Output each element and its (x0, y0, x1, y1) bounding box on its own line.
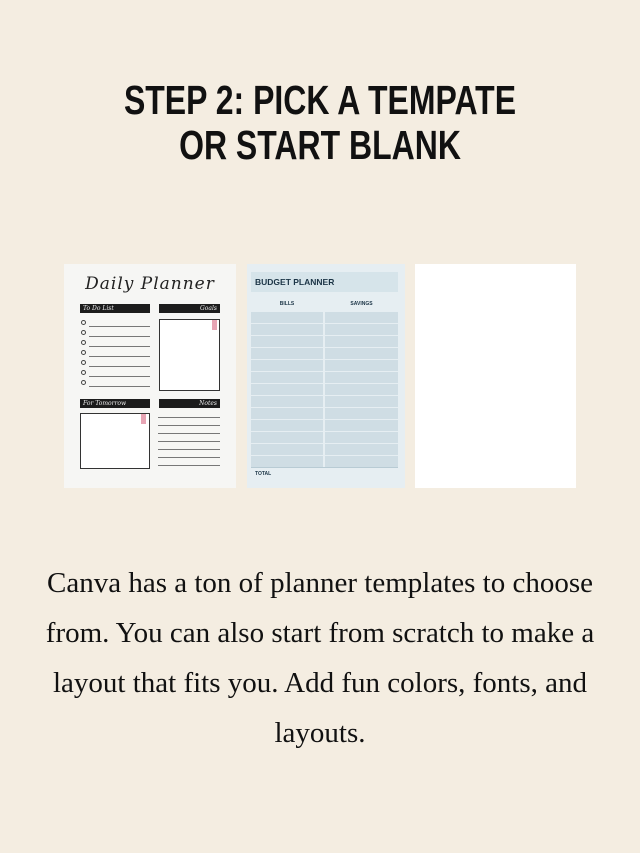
title-line-2: OR START BLANK (179, 122, 461, 168)
budget-cell (325, 324, 398, 335)
budget-cell (251, 312, 323, 323)
budget-cell (325, 336, 398, 347)
budget-cell (251, 360, 323, 371)
budget-cell (251, 372, 323, 383)
budget-total: TOTAL (251, 467, 398, 479)
body-text: Canva has a ton of planner templates to choose from. You can also start from scratch to make a layout that fits you. Add fun colors, fonts, and layouts. (45, 567, 595, 749)
notes-bar: Notes (159, 399, 220, 408)
blank-template[interactable] (415, 264, 576, 488)
title-line-1: STEP 2: PICK A TEMPATE (123, 77, 517, 123)
budget-cell (251, 456, 323, 467)
budget-cell (325, 420, 398, 431)
page-title (70, 78, 569, 168)
budget-cell (325, 432, 398, 443)
todo-list-bar: To Do List (80, 304, 150, 313)
budget-cell (251, 420, 323, 431)
budget-planner-template[interactable] (247, 264, 405, 488)
tomorrow-tab (141, 414, 146, 424)
savings-column-header: SAVINGS (350, 301, 373, 307)
goals-bar: Goals (159, 304, 220, 313)
budget-cell (251, 396, 323, 407)
budget-cell (325, 384, 398, 395)
budget-cell (251, 348, 323, 359)
budget-cell (251, 324, 323, 335)
for-tomorrow-box (80, 413, 150, 469)
budget-cell (325, 360, 398, 371)
daily-planner-title: Daily Planner (85, 274, 215, 294)
goals-tab (212, 320, 217, 330)
budget-planner-title: BUDGET PLANNER (251, 272, 398, 292)
budget-cell (325, 456, 398, 467)
budget-cell (251, 444, 323, 455)
budget-cell (251, 384, 323, 395)
budget-cell (325, 312, 398, 323)
for-tomorrow-bar: For Tomorrow (80, 399, 150, 408)
budget-cell (251, 432, 323, 443)
budget-cell (325, 372, 398, 383)
budget-cell (251, 408, 323, 419)
goals-box (159, 319, 220, 391)
budget-cell (325, 444, 398, 455)
budget-cell (251, 336, 323, 347)
budget-cell (325, 408, 398, 419)
budget-cell (325, 348, 398, 359)
budget-cell (325, 396, 398, 407)
bills-column-header: BILLS (279, 301, 295, 307)
daily-planner-template[interactable] (64, 264, 236, 488)
